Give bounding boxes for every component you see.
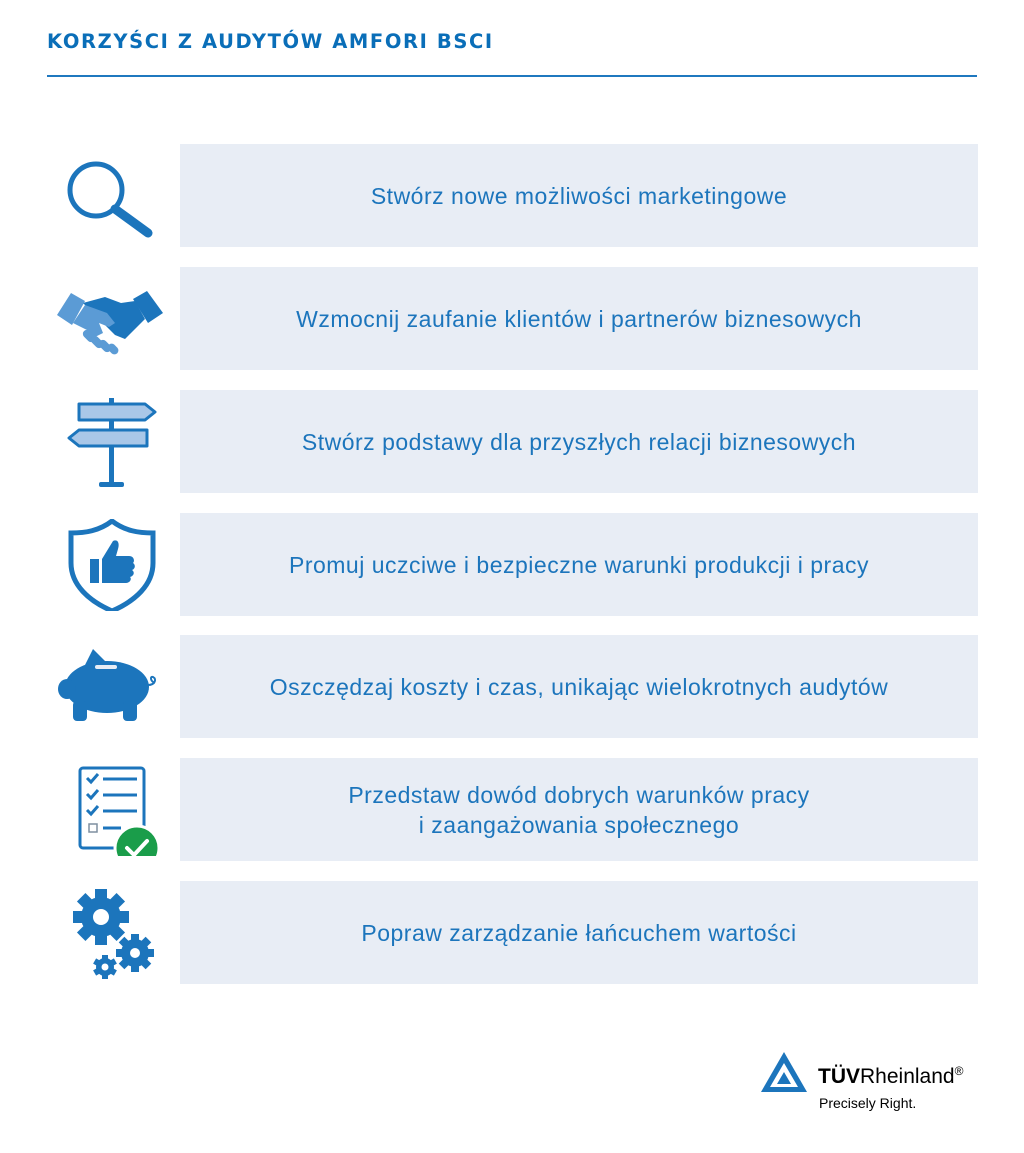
benefit-text: Popraw zarządzanie łańcuchem wartości [361, 919, 797, 946]
logo-registered-mark: ® [954, 1064, 964, 1078]
checklist-icon [55, 764, 165, 856]
benefit-band [180, 635, 978, 738]
benefit-text: Promuj uczciwe i bezpieczne warunki produkcji i pracy [288, 551, 869, 578]
benefit-row-working-conditions [0, 758, 1024, 861]
gears-icon [55, 887, 165, 979]
benefit-row-marketing [0, 144, 1024, 247]
benefit-band [180, 513, 978, 616]
benefit-text: Oszczędzaj koszty i czas, unikając wielokrotnych audytów [269, 673, 889, 700]
logo-brand-rest: Rheinland [860, 1065, 955, 1088]
title-divider [47, 75, 977, 77]
logo-tagline: Precisely Right. [819, 1095, 917, 1111]
benefit-band [180, 144, 978, 247]
tuv-rheinland-logo [760, 1048, 1000, 1118]
benefit-band [180, 758, 978, 861]
benefit-text: Wzmocnij zaufanie klientów i partnerów biznesowych [296, 305, 862, 332]
signpost-icon [55, 396, 165, 488]
logo-brand [818, 1064, 963, 1089]
benefit-band [180, 881, 978, 984]
tuv-triangle-icon [760, 1050, 808, 1094]
logo-brand-bold: TÜV [818, 1065, 860, 1088]
benefit-row-trust [0, 267, 1024, 370]
benefit-band [180, 267, 978, 370]
piggy-bank-icon [55, 641, 165, 733]
page-title: KORZYŚCI Z AUDYTÓW AMFORI BSCI [47, 30, 494, 53]
benefit-band [180, 390, 978, 493]
benefit-row-value-chain [0, 881, 1024, 984]
shield-thumbs-up-icon [55, 519, 165, 611]
benefit-row-fair-conditions [0, 513, 1024, 616]
benefit-row-savings [0, 635, 1024, 738]
benefit-row-relations [0, 390, 1024, 493]
magnifier-icon [55, 150, 165, 242]
benefit-text: Stwórz nowe możliwości marketingowe [370, 182, 788, 209]
handshake-icon [55, 273, 165, 365]
benefit-text: Stwórz podstawy dla przyszłych relacji biznesowych [301, 428, 857, 455]
benefit-text: Przedstaw dowód dobrych warunków pracy i zaangażowania społecznego [348, 781, 810, 838]
